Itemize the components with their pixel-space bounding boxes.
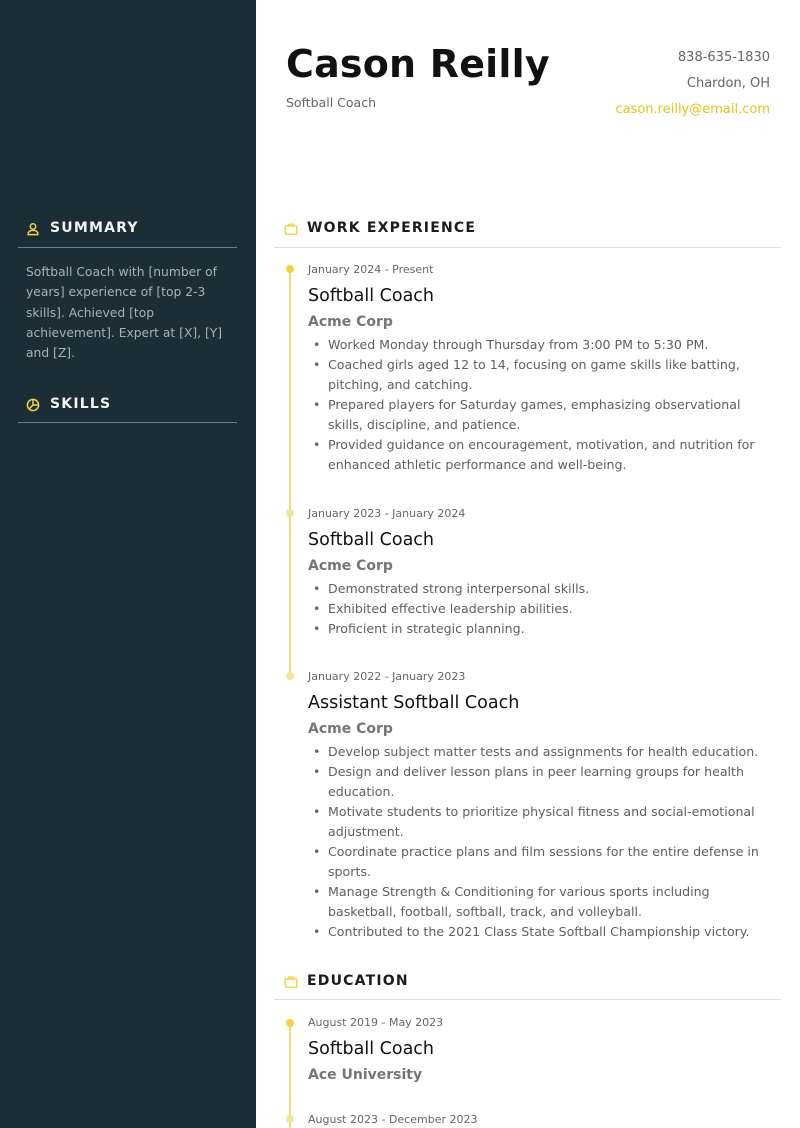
candidate-name: Cason Reilly	[286, 42, 550, 86]
entry-title: Softball Coach	[308, 1039, 435, 1059]
candidate-role: Softball Coach	[286, 95, 377, 110]
summary-divider	[18, 247, 237, 248]
education-entry	[308, 1113, 778, 1127]
education-heading	[284, 973, 409, 989]
summary-heading	[26, 220, 139, 236]
entry-title: Softball Coach	[308, 530, 435, 550]
entry-title: Assistant Softball Coach	[308, 693, 520, 713]
entry-bullets	[308, 742, 778, 942]
bullet-item: • Provided guidance on encouragement, motivation, and nutrition for enhanced athletic performance and well-being.	[308, 435, 778, 475]
briefcase-icon	[284, 221, 298, 235]
entry-title: Softball Coach	[308, 286, 435, 306]
bullet-item: • Demonstrated strong interpersonal skills.	[308, 579, 778, 599]
summary-text: Softball Coach with [number of years] experience of [top 2-3 skills]. Achieved [top achievement]. Expert at [X], [Y] and [Z].	[26, 265, 223, 361]
timeline-dot	[286, 1115, 294, 1123]
person-badge-icon	[26, 221, 40, 235]
entry-date: August 2023 - December 2023	[308, 1113, 478, 1126]
summary-heading-label: SUMMARY	[50, 220, 139, 236]
bullet-item: • Motivate students to prioritize physical fitness and social-emotional adjustment.	[308, 802, 778, 842]
bullet-item: • Design and deliver lesson plans in peer learning groups for health education.	[308, 762, 778, 802]
entry-company: Acme Corp	[308, 558, 393, 574]
work-experience-heading	[284, 220, 476, 236]
timeline-dot	[286, 672, 294, 680]
work-entry	[308, 507, 778, 639]
timeline-dot	[286, 1019, 294, 1027]
bullet-item: • Prepared players for Saturday games, emphasizing observational skills, discipline, and patience.	[308, 395, 778, 435]
bullet-item: • Develop subject matter tests and assignments for health education.	[308, 742, 778, 762]
entry-date: January 2022 - January 2023	[308, 670, 466, 683]
main-content	[256, 0, 800, 1128]
timeline-dot	[286, 509, 294, 517]
bullet-item: • Coached girls aged 12 to 14, focusing on game skills like batting, pitching, and catching.	[308, 355, 778, 395]
entry-company: Acme Corp	[308, 721, 393, 737]
bullet-item: • Proficient in strategic planning.	[308, 619, 778, 639]
sidebar	[0, 0, 256, 1128]
education-timeline-line	[289, 1024, 291, 1128]
contact-info	[615, 49, 770, 127]
skills-heading-label: SKILLS	[50, 396, 112, 412]
briefcase-icon	[284, 974, 298, 988]
pie-chart-icon	[26, 397, 40, 411]
education-divider	[274, 999, 781, 1000]
entry-date: January 2024 - Present	[308, 263, 434, 276]
work-entry	[308, 263, 778, 475]
bullet-item: • Contributed to the 2021 Class State Softball Championship victory.	[308, 922, 778, 942]
education-entry	[308, 1016, 778, 1084]
bullet-item: • Exhibited effective leadership abilities.	[308, 599, 778, 619]
entry-date: January 2023 - January 2024	[308, 507, 466, 520]
entry-company: Acme Corp	[308, 314, 393, 330]
entry-bullets	[308, 335, 778, 475]
skills-divider	[18, 422, 237, 423]
bullet-item: • Coordinate practice plans and film sessions for the entire defense in sports.	[308, 842, 778, 882]
bullet-item: • Manage Strength & Conditioning for various sports including basketball, football, softball, track, and volleyball.	[308, 882, 778, 922]
work-experience-heading-label: WORK EXPERIENCE	[307, 220, 477, 236]
location: Chardon, OH	[686, 76, 770, 91]
bullet-item: • Worked Monday through Thursday from 3:00 PM to 5:30 PM.	[308, 335, 778, 355]
email-link[interactable]: cason.reilly@email.com	[615, 102, 770, 117]
phone-number: 838-635-1830	[677, 50, 770, 65]
education-heading-label: EDUCATION	[307, 973, 409, 989]
entry-institution: Ace University	[308, 1067, 423, 1083]
timeline-dot	[286, 265, 294, 273]
entry-bullets	[308, 579, 778, 639]
work-entry	[308, 670, 778, 942]
entry-date: August 2019 - May 2023	[308, 1016, 444, 1029]
skills-heading	[26, 396, 111, 412]
work-timeline-line	[289, 270, 291, 680]
work-experience-divider	[274, 247, 781, 248]
